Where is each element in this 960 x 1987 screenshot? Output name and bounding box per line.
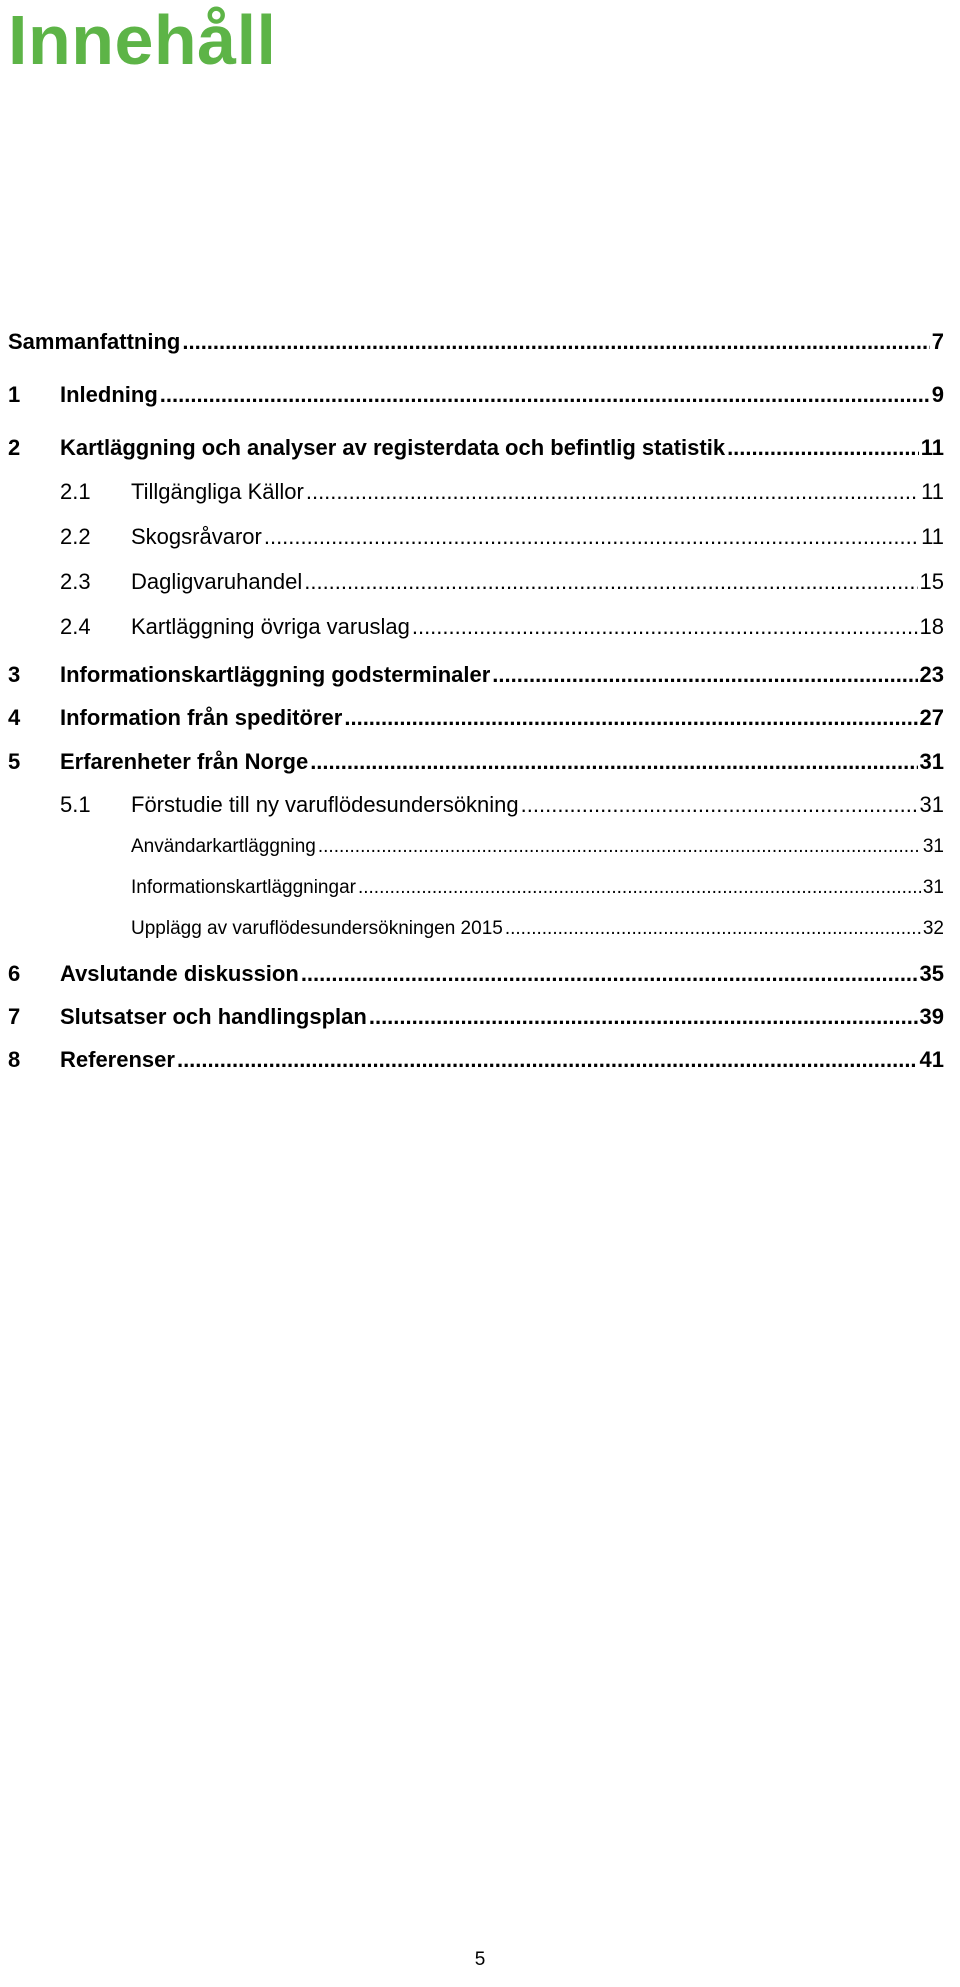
toc-entry-page: 31 xyxy=(922,877,944,898)
page-title: Innehåll xyxy=(8,1,277,79)
toc-entry-page: 11 xyxy=(920,435,944,460)
toc-entry-number: 2.3 xyxy=(60,569,91,594)
toc-entry-label: Avslutande diskussion xyxy=(60,961,299,986)
toc-entry[interactable] xyxy=(0,479,960,509)
toc-entry-number: 1 xyxy=(8,382,21,407)
toc-entry-label: Skogsråvaror xyxy=(131,524,262,549)
toc-dot-leader xyxy=(264,524,919,550)
toc-entry-page: 11 xyxy=(921,524,944,549)
toc-entry-page: 11 xyxy=(921,479,944,504)
toc-dot-leader xyxy=(304,569,917,595)
toc-entry-number: 3 xyxy=(8,662,21,687)
toc-entry[interactable] xyxy=(0,836,960,866)
toc-entry-page: 35 xyxy=(919,961,944,986)
toc-entry[interactable] xyxy=(0,792,960,822)
toc-entry-page: 15 xyxy=(919,569,944,594)
toc-entry-page: 32 xyxy=(922,918,944,939)
toc-dot-leader xyxy=(505,918,921,940)
toc-entry[interactable] xyxy=(0,569,960,599)
toc-entry-label: Dagligvaruhandel xyxy=(131,569,303,594)
toc-entry[interactable] xyxy=(0,877,960,907)
toc-entry-page: 39 xyxy=(919,1004,944,1029)
footer-page-number: 5 xyxy=(474,1949,486,1970)
toc-entry-number: 5.1 xyxy=(60,792,91,817)
toc-dot-leader xyxy=(182,329,929,355)
toc-dot-leader xyxy=(306,479,919,505)
toc-dot-leader xyxy=(160,382,930,408)
toc-dot-leader xyxy=(301,961,918,987)
toc-entry[interactable] xyxy=(0,961,960,991)
toc-entry[interactable] xyxy=(0,749,960,779)
toc-entry-number: 6 xyxy=(8,961,21,986)
toc-entry[interactable] xyxy=(0,1004,960,1034)
toc-entry-number: 2.2 xyxy=(60,524,91,549)
toc-entry-label: Förstudie till ny varuflödesundersökning xyxy=(131,792,519,817)
toc-entry-number: 2 xyxy=(8,435,21,460)
toc-entry-number: 2.1 xyxy=(60,479,91,504)
toc-entry[interactable] xyxy=(0,524,960,554)
toc-entry[interactable] xyxy=(0,705,960,735)
toc-dot-leader xyxy=(369,1004,918,1030)
toc-entry-label: Slutsatser och handlingsplan xyxy=(60,1004,367,1029)
toc-entry-label: Erfarenheter från Norge xyxy=(60,749,309,774)
toc-entry-number: 4 xyxy=(8,705,21,730)
toc-dot-leader xyxy=(318,836,921,858)
toc-entry-page: 27 xyxy=(919,705,944,730)
toc-entry-number: 2.4 xyxy=(60,614,91,639)
toc-entry-label: Användarkartläggning xyxy=(131,836,316,857)
toc-dot-leader xyxy=(412,614,918,640)
toc-entry[interactable] xyxy=(0,329,960,359)
toc-entry-label: Informationskartläggning godsterminaler xyxy=(60,662,491,687)
toc-entry[interactable] xyxy=(0,614,960,644)
toc-dot-leader xyxy=(177,1047,918,1073)
toc-entry-label: Upplägg av varuflödesundersökningen 2015 xyxy=(131,918,503,939)
toc-entry-page: 31 xyxy=(919,749,944,774)
toc-entry-label: Informationskartläggningar xyxy=(131,877,356,898)
toc-entry-page: 23 xyxy=(919,662,944,687)
toc-entry[interactable] xyxy=(0,918,960,948)
toc-entry-label: Kartläggning övriga varuslag xyxy=(131,614,410,639)
toc-dot-leader xyxy=(344,705,917,731)
toc-entry-number: 7 xyxy=(8,1004,21,1029)
toc-entry[interactable] xyxy=(0,1047,960,1077)
toc-entry-label: Sammanfattning xyxy=(8,329,181,354)
toc-entry-page: 31 xyxy=(919,792,944,817)
toc-entry-page: 9 xyxy=(931,382,944,407)
toc-entry[interactable] xyxy=(0,662,960,692)
toc-dot-leader xyxy=(492,662,917,688)
toc-entry-label: Inledning xyxy=(60,382,158,407)
toc-dot-leader xyxy=(521,792,918,818)
toc-entry-label: Referenser xyxy=(60,1047,175,1072)
toc-dot-leader xyxy=(358,877,921,899)
toc-entry[interactable] xyxy=(0,435,960,465)
toc-dot-leader xyxy=(310,749,917,775)
toc-entry-number: 8 xyxy=(8,1047,21,1072)
toc-entry-label: Information från speditörer xyxy=(60,705,343,730)
toc-entry-page: 41 xyxy=(919,1047,944,1072)
toc-entry-label: Kartläggning och analyser av registerdata och befintlig statistik xyxy=(60,435,726,460)
toc-entry-page: 7 xyxy=(931,329,944,354)
toc-entry[interactable] xyxy=(0,382,960,412)
toc-entry-number: 5 xyxy=(8,749,21,774)
toc-dot-leader xyxy=(727,435,919,461)
toc-entry-page: 18 xyxy=(919,614,944,639)
toc-entry-label: Tillgängliga Källor xyxy=(131,479,304,504)
toc-entry-page: 31 xyxy=(922,836,944,857)
